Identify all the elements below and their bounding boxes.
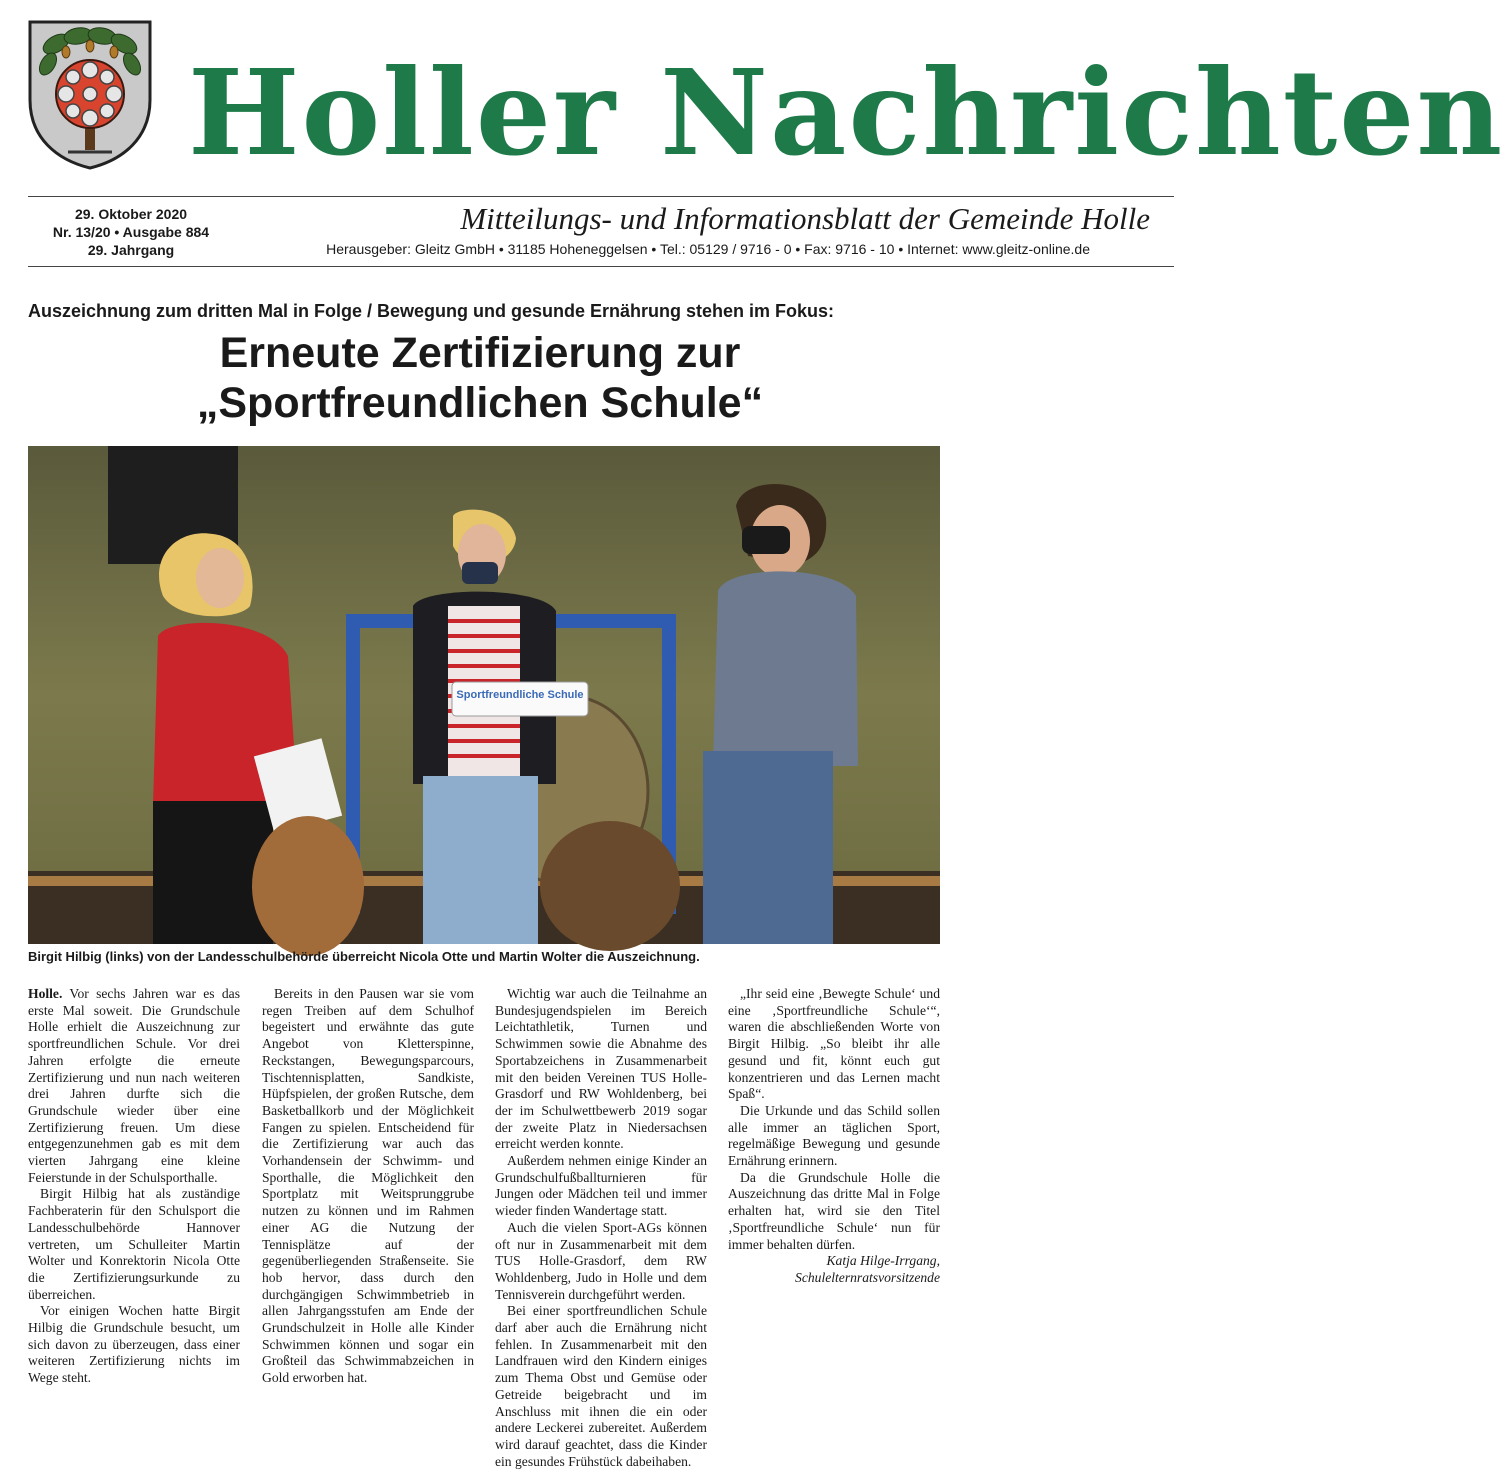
photo-sign-text: Sportfreundliche Schule bbox=[456, 689, 584, 701]
paragraph-7: Auch die vielen Sport-AGs können oft nur in Zusammenarbeit mit dem TUS Holle-Grasdorf, dem RW Wohldenberg, Judo in Holle und dem Tennisverein durchgeführt werden. bbox=[495, 1219, 707, 1302]
paragraph-10: Die Urkunde und das Schild sollen alle immer an täglichen Sport, regelmäßige Bewegung und gesunde Ernährung erinnern. bbox=[728, 1102, 940, 1169]
article-kicker: Auszeichnung zum dritten Mal in Folge / Bewegung und gesunde Ernährung stehen im Fokus: bbox=[28, 301, 835, 321]
paragraph-11: Da die Grundschule Holle die Auszeichnung das dritte Mal in Folge erhalten hat, wird sie den Titel ‚Sportfreundliche Schule‘ nun für immer behalten dürfen. bbox=[728, 1169, 940, 1252]
author-name: Katja Hilge-Irrgang, bbox=[826, 1253, 940, 1269]
paragraph-2: Birgit Hilbig hat als zuständige Fachberaterin für den Schulsport die Landesschulbehörde Hannover vertreten, um Schulleiter Martin Wolter und Konrektorin Nicola Otte die Zertifizierungsurkunde zu überreichen. bbox=[28, 1186, 240, 1302]
holle-coat-of-arms-icon bbox=[28, 20, 152, 170]
paragraph-4: Bereits in den Pausen war sie vom regen Treiben auf dem Schulhof begeistert und erwähnte das gute Angebot von Kletterspinne, Reckstangen, Bewegungsparcours, Tischtennisplatten, Sandkiste, Hüpfspielen, der großen Rutsche, dem Basketballkorb und der Möglichkeit Fangen zu spielen. Entscheidend für die Zertifizierung war auch das Vorhandensein der Schwimm- und Sporthalle, die Möglichkeit den Sportplatz mit Weitsprunggrube nutzen zu können und im Rahmen einer AG die Nutzung der Tennisplätze auf der gegenüberliegenden Straßenseite. Sie hob hervor, dass durch den durchgängigen Schwimmbetrieb in allen Jahrgangsstufen am Ende der Grundschulzeit in Holle alle Kinder Schwimmen können und sogar ein Großteil das Schwimmabzeichen in Gold erworben hat. bbox=[262, 986, 474, 1386]
masthead-subtitle: Mitteilungs- und Informationsblatt der Gemeinde Holle bbox=[460, 201, 1150, 236]
article-photo bbox=[28, 446, 940, 944]
issue-info bbox=[40, 205, 222, 259]
photo-caption: Birgit Hilbig (links) von der Landesschulbehörde überreicht Nicola Otte und Martin Wolter die Auszeichnung. bbox=[28, 949, 700, 964]
issue-number: Nr. 13/20 • Ausgabe 884 bbox=[52, 224, 210, 240]
author-role: Schulelternratsvorsitzende bbox=[795, 1269, 940, 1285]
paragraph-1 bbox=[28, 986, 240, 1186]
paragraph-1-text: Vor sechs Jahren war es das erste Mal soweit. Die Grundschule Holle erhielt die Auszeichnung zur sportfreundlichen Schule. Vor drei Jahren erfolgte die erneute Zertifizierung und nun nach weiteren drei Jahren durfte sich die Grundschule wieder über eine Zertifizierung freuen. Um diese entgegenzunehmen gab es mit dem vierten Jahrgang eine kleine Feierstunde in der Schulsporthalle. bbox=[28, 986, 240, 1185]
masthead bbox=[28, 20, 1504, 182]
article-column-2 bbox=[262, 986, 474, 1387]
paragraph-3: Vor einigen Wochen hatte Birgit Hilbig die Grundschule besucht, um sich davon zu überzeugen, dass einer weiteren Zertifizierung nichts im Wege steht. bbox=[28, 1303, 240, 1386]
headline-line-1: Erneute Zertifizierung zur bbox=[219, 329, 741, 377]
masthead-rule-bottom bbox=[28, 266, 1174, 267]
publisher-line: Herausgeber: Gleitz GmbH • 31185 Hoheneggelsen • Tel.: 05129 / 9716 - 0 • Fax: 9716 - 10 • Internet: www.gleitz-online.de bbox=[326, 241, 1090, 257]
paragraph-9: „Ihr seid eine ‚Bewegte Schule‘ und eine ‚Sportfreundliche Schule‘“, waren die abschließenden Worte von Birgit Hilbig. „So bleibt ihr alle gesund und fit, könnt euch gut konzentrieren und das Lernen macht Spaß“. bbox=[728, 986, 940, 1102]
article-column-4 bbox=[728, 986, 940, 1287]
paragraph-5: Wichtig war auch die Teilnahme an Bundesjugendspielen im Bereich Leichtathletik, Turnen und Schwimmen sowie die Abnahme des Sportabzeichens in Zusammenarbeit mit den beiden Vereinen TUS Holle-Grasdorf und RW Wohldenberg, bei der im Schulwettbewerb 2019 sogar der zweite Platz in Niedersachsen erreicht werden konnte. bbox=[495, 986, 707, 1152]
issue-date: 29. Oktober 2020 bbox=[74, 206, 188, 222]
dateline-place: Holle. bbox=[28, 986, 63, 1001]
issue-volume: 29. Jahrgang bbox=[87, 242, 175, 258]
newspaper-title: Holler Nachrichten bbox=[188, 43, 1504, 182]
article-column-1 bbox=[28, 986, 240, 1387]
headline-line-2: „Sportfreundlichen Schule“ bbox=[196, 379, 764, 427]
paragraph-6: Außerdem nehmen einige Kinder an Grundschulfußballturnieren für Jungen oder Mädchen teil und immer wieder finden Wandertage statt. bbox=[495, 1153, 707, 1219]
paragraph-8: Bei einer sportfreundlichen Schule darf aber auch die Ernährung nicht fehlen. In Zusammenarbeit mit den Landfrauen wird den Kindern einiges zum Thema Obst und Gemüse oder Getreide beigebracht und im Anschluss mit ihnen die ein oder andere Leckerei zubereitet. Außerdem wird darauf geachtet, dass die Kinder ein gesundes Frühstück dabeihaben. bbox=[495, 1303, 707, 1469]
masthead-rule-top bbox=[28, 196, 1174, 197]
article-headline bbox=[80, 328, 880, 428]
article-column-3 bbox=[495, 986, 707, 1470]
